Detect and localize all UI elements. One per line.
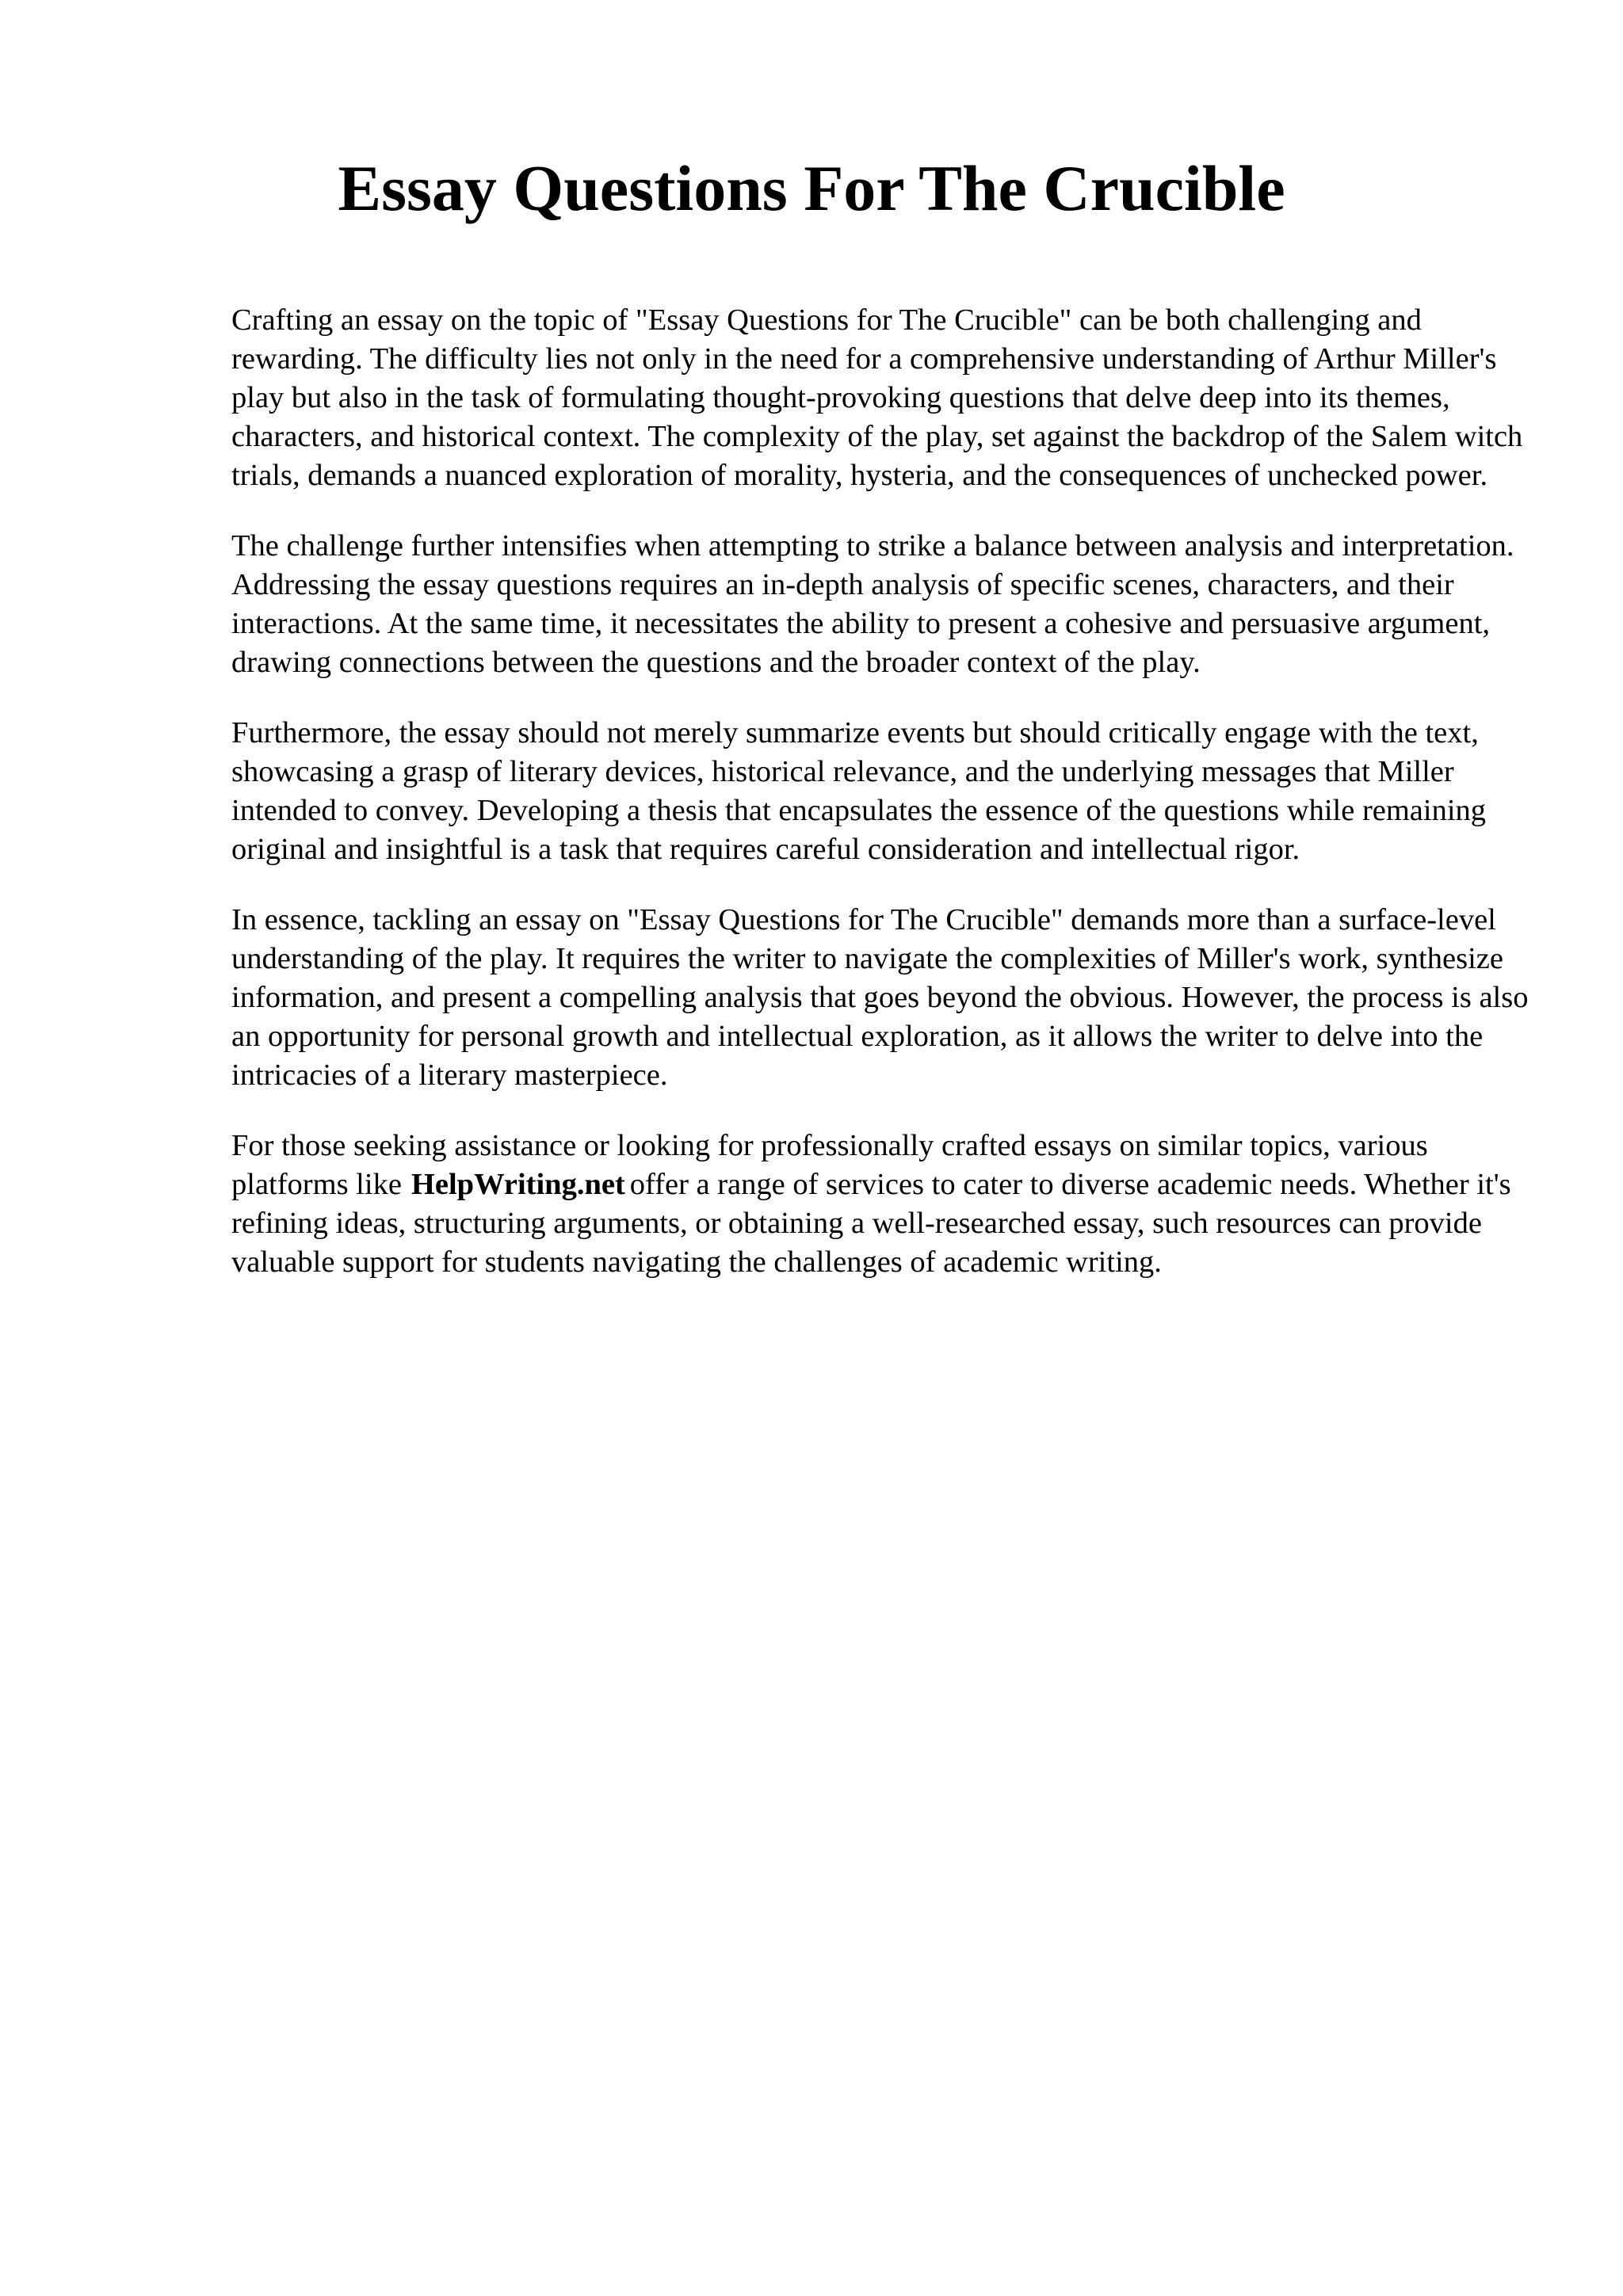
paragraph-5 — [231, 1127, 1531, 1282]
paragraph-2: The challenge further intensifies when attempting to strike a balance between analysis and interpretation. Addressing the essay questions requires an in-depth analysis of specific scenes, characters, and their interactions. At the same time, it necessitates the ability to present a cohesive and persuasive argument, drawing connections between the questions and the broader context of the play. — [231, 529, 1514, 679]
page-title: Essay Questions For The Crucible — [338, 152, 1285, 224]
paragraph-4: In essence, tackling an essay on "Essay Questions for The Crucible" demands more than a surface-level understanding of the play. It requires the writer to navigate the complexities of Miller's work, synthesize information, and present a compelling analysis that goes beyond the obvious. However, the process is also an opportunity for personal growth and intellectual exploration, as it allows the writer to delve into the intricacies of a literary masterpiece. — [231, 903, 1529, 1092]
essay-body — [231, 301, 1531, 1314]
paragraph-5-text-after: offer a range of services to cater to diverse academic needs. Whether it's refining ideas, structuring arguments, or obtaining a well-researched essay, such resources can provide valuable support for students navigating the challenges of academic writing. — [231, 1168, 1511, 1279]
paragraph-1: Crafting an essay on the topic of "Essay Questions for The Crucible" can be both challenging and rewarding. The difficulty lies not only in the need for a comprehensive understanding of Arthur Miller's play but also in the task of formulating thought-provoking questions that delve deep into its themes, characters, and historical context. The complexity of the play, set against the backdrop of the Salem witch trials, demands a nuanced exploration of morality, hysteria, and the consequences of unchecked power. — [231, 303, 1523, 492]
helpwriting-link[interactable]: HelpWriting.net — [411, 1168, 625, 1201]
paragraph-3: Furthermore, the essay should not merely summarize events but should critically engage with the text, showcasing a grasp of literary devices, historical relevance, and the underlying messages that Miller intended to convey. Developing a thesis that encapsulates the essence of the questions while remaining original and insightful is a task that requires careful consideration and intellectual rigor. — [231, 716, 1487, 866]
paragraph-5-text-before: For those seeking assistance or looking for professionally crafted essays on similar topics, various platforms like — [231, 1129, 1428, 1201]
